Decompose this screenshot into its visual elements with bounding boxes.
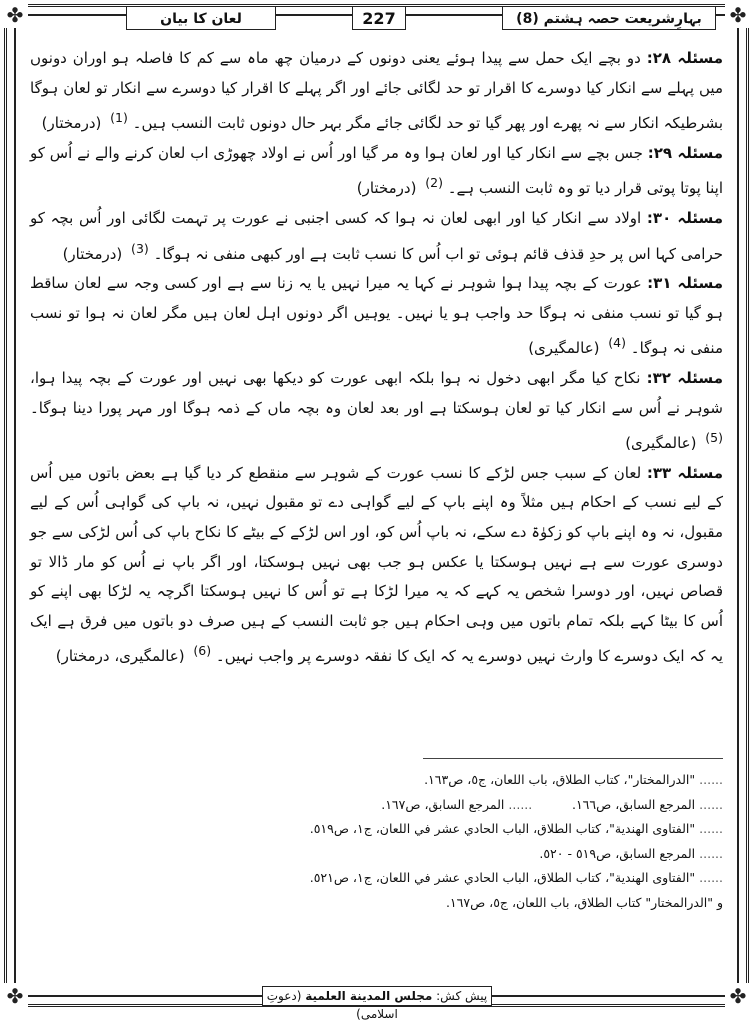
footnote-ref[interactable]: (6) <box>193 643 212 659</box>
masala-label: مسئلہ ۳۳: <box>646 463 723 482</box>
footnote-item: ......"الفتاوى الهندية"، كتاب الطلاق، الباب الحادي عشر في اللعان، ج١، ص٥١٩. <box>309 821 723 837</box>
footnote-ref[interactable]: (5) <box>705 430 723 446</box>
footnote-ref[interactable]: (4) <box>608 335 627 351</box>
corner-ornament-icon: ✤ <box>2 2 28 28</box>
page-header <box>30 6 723 32</box>
masala-label: مسئلہ ۲۹: <box>647 143 723 162</box>
masala-text: لعان کے سبب جس لڑکے کا نسب عورت کے شوہر سے منقطع کر دیا گیا ہے بعض باتوں میں اُس کے لیے نسب کے احکام ہیں مثلاً وہ اپنے باپ کے لیے گواہی دے تو مقبول نہیں، نہ باپ کی گواہی اُس کے لیے مقبول، نہ وہ اپنے باپ کو زکوٰۃ دے سکے، نہ باپ اُس کو، اور اس لڑکے کے بیٹے کا نکاح باپ کی اُس لڑکی سے جو دوسری عورت سے ہے نہیں ہوسکتا یا عکس ہو جب بھی نہیں ہوسکتا، اور اگر باپ نے اُس کو مار ڈالا تو قصاص نہیں، اور دوسرا شخص یہ کہے کہ یہ میرا لڑکا ہے تو اُس کا نہیں ہوسکتا اگرچہ یہ لڑکا بھی اپنے کو اُس کا بیٹا کہے بلکہ تمام باتوں میں وہی احکام ہیں جو ثابت النسب کے ہیں صرف دو باتوں میں فرق ہے ایک یہ کہ ایک دوسرے کا وارث نہیں دوسرے یہ کہ ایک کا نفقہ دوسرے پر واجب نہیں۔ <box>30 463 723 666</box>
footer-prefix: پیش کش: <box>436 989 488 1003</box>
source-citation: (درمختار) <box>62 244 123 263</box>
masala-label: مسئلہ ۳۲: <box>646 368 723 387</box>
publisher-suffix: (دعوتِ اسلامی) <box>266 989 398 1021</box>
masala-paragraph <box>30 269 723 364</box>
footnote-item: ......المرجع السابق، ص١٦٦. ......المرجع السابق، ص١٦٧. <box>381 796 723 812</box>
page-number: 227 <box>352 6 406 30</box>
masala-label: مسئلہ ۳۰: <box>646 208 723 227</box>
masala-text: جس بچے سے انکار کیا اور لعان ہوا وہ مر گیا اور اُس نے اولاد چھوڑی اب لعان کرنے والے نے اُس کو اپنا پوتا پوتی قرار دیا تو وہ ثابت النسب ہے۔ <box>30 143 723 198</box>
footnote-item: ......"الفتاوى الهندية"، كتاب الطلاق، الباب الحادي عشر في اللعان، ج١، ص٥٢١. <box>309 870 723 886</box>
footnote-ref[interactable]: (3) <box>131 240 149 256</box>
corner-ornament-icon: ✤ <box>725 983 751 1009</box>
masala-text: عورت کے بچہ پیدا ہوا شوہر نے کہا یہ میرا نہیں یا یہ زنا سے ہے اور کسی وجہ سے لعان ساقط ہو گیا تو نسب منفی نہ ہوگا حد واجب ہو یا نہیں۔ یوہیں اگر دونوں اہل لعان ہیں مگر لعان نہ ہوا تو نسب منفی نہ ہوگا۔ <box>30 274 723 358</box>
masala-paragraph <box>30 44 723 139</box>
source-citation: (عالمگیری، درمختار) <box>55 647 185 666</box>
publisher-footer <box>262 986 492 1021</box>
masala-text: نکاح کیا مگر ابھی دخول نہ ہوا بلکہ ابھی عورت کو دیکھا بھی نہیں اور عورت کے بچہ پیدا ہوا، شوہر نے اُس سے انکار کیا تو لعان ہوسکتا ہے اور بعد لعان وہ بچہ ماں کے ذمہ ہوگا اور مہر پورا دینا ہوگا۔ <box>30 368 723 417</box>
footnote-ref[interactable]: (2) <box>425 175 443 191</box>
source-citation: (درمختار) <box>356 179 417 198</box>
masala-paragraph <box>30 204 723 269</box>
source-citation: (درمختار) <box>41 114 102 133</box>
chapter-title: لعان کا بیان <box>126 6 276 30</box>
main-text <box>30 44 723 672</box>
footnote-divider <box>423 758 723 759</box>
publisher-name: مجلس المدينة العلمية <box>305 989 433 1003</box>
source-citation: (عالمگیری) <box>528 339 600 358</box>
book-title: بہارِشریعت حصہ ہشتم (8) <box>502 6 716 30</box>
masala-paragraph <box>30 459 723 672</box>
source-citation: (عالمگیری) <box>625 434 697 453</box>
corner-ornament-icon: ✤ <box>2 983 28 1009</box>
footnote-item: ......المرجع السابق، ص٥١٩ - ٥٢٠. <box>539 845 723 861</box>
corner-ornament-icon: ✤ <box>725 2 751 28</box>
footnote-item: و "الدرالمختار" كتاب الطلاق، باب اللعان، ج٥، ص١٦٧. <box>445 894 723 910</box>
footnote-ref[interactable]: (1) <box>110 110 128 126</box>
masala-label: مسئلہ ۳۱: <box>647 274 723 293</box>
masala-label: مسئلہ ۲۸: <box>646 49 723 67</box>
footnote-item: ......"الدرالمختار"، كتاب الطلاق، باب اللعان، ج٥، ص١٦٣. <box>424 772 723 787</box>
masala-text: اولاد سے انکار کیا اور ابھی لعان نہ ہوا کہ کسی اجنبی نے عورت پر تہمت لگائی اور اُس بچہ کو حرامی کہا اس پر حدِ قذف قائم ہوئی تو اب اُس کا نسب ثابت ہے اور کبھی منفی نہ ہوگا۔ <box>30 208 723 263</box>
masala-text: دو بچے ایک حمل سے پیدا ہوئے یعنی دونوں کے درمیان چھ ماہ سے کم کا فاصلہ ہو اوران دونوں میں پہلے سے انکار کیا دوسرے کا اقرار تو حد لگائی جائے اور اگر پہلے کا اقرار کیا دوسرے سے انکار تو لعان ہوگا بشرطیکہ انکار سے نہ پھرے اور پھر گیا تو حد لگائی جائے مگر بہر حال دونوں ثابت النسب ہیں۔ <box>30 49 723 133</box>
masala-paragraph <box>30 364 723 459</box>
footnotes <box>30 768 723 916</box>
masala-paragraph <box>30 139 723 204</box>
